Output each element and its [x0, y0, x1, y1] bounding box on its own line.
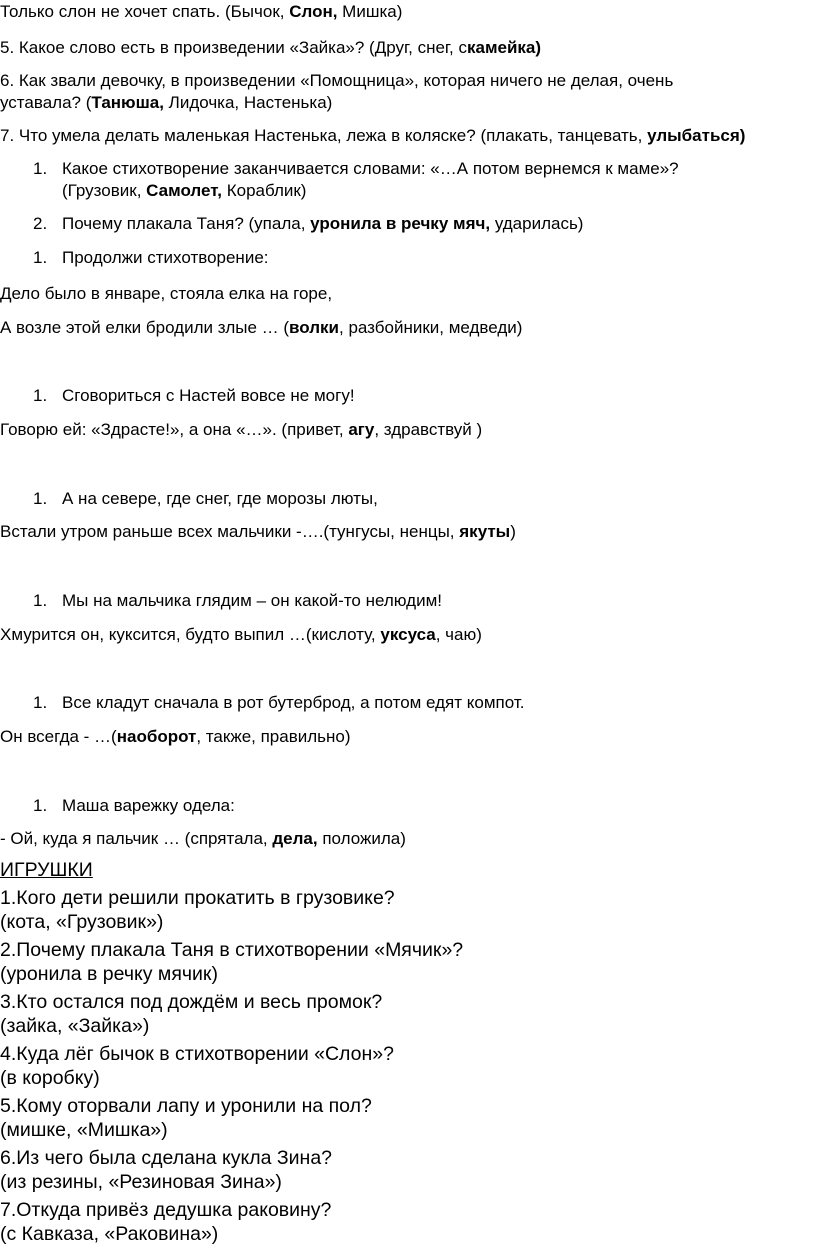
- toy-quiz-line: [0, 1118, 168, 1142]
- text-segment: Говорю ей: «Здрасте!», а она «…». (привет,: [0, 420, 349, 439]
- text-line: [62, 386, 355, 406]
- text-line: [62, 796, 235, 816]
- list-number: 1.: [33, 489, 48, 508]
- text-segment: 5.Кому оторвали лапу и уронили на пол?: [0, 1095, 372, 1117]
- bold-answer: якуты: [459, 522, 511, 541]
- bold-answer: камейка): [466, 38, 542, 57]
- bold-answer: уронила в речку мяч,: [310, 214, 491, 233]
- text-line: [0, 420, 482, 440]
- toy-quiz-line: [0, 938, 463, 962]
- text-segment: Только слон не хочет спать. (Бычок,: [0, 2, 290, 21]
- text-line: [62, 181, 306, 201]
- toy-quiz-line: [0, 886, 395, 910]
- text-segment: (мишке, «Мишка»): [0, 1119, 168, 1141]
- toy-quiz-line: [0, 990, 382, 1014]
- toy-quiz-line: [0, 962, 218, 986]
- text-segment: Лидочка, Настенька): [163, 93, 333, 112]
- text-segment: ударилась): [490, 214, 584, 233]
- text-segment: (в коробку): [0, 1067, 100, 1089]
- text-line: [62, 489, 378, 509]
- text-segment: Хмурится он, куксится, будто выпил …(кислоту,: [0, 625, 381, 644]
- text-segment: Мы на мальчика глядим – он какой-то нелюдим!: [62, 591, 442, 610]
- text-segment: 4.Куда лёг бычок в стихотворении «Слон»?: [0, 1043, 394, 1065]
- text-segment: (из резины, «Резиновая Зина»): [0, 1171, 282, 1193]
- text-segment: 2.Почему плакала Таня в стихотворении «Мячик»?: [0, 939, 464, 961]
- text-segment: (с Кавказа, «Раковина»): [0, 1223, 219, 1245]
- toy-quiz-line: [0, 1170, 282, 1194]
- toy-quiz-line: [0, 1198, 331, 1222]
- bold-answer: волки: [289, 318, 339, 337]
- list-number: 1.: [33, 386, 48, 405]
- text-segment: Встали утром раньше всех мальчики -….(тунгусы, ненцы,: [0, 522, 460, 541]
- toy-quiz-line: [0, 858, 93, 882]
- list-number: 1.: [33, 796, 48, 815]
- text-segment: Все кладут сначала в рот бутерброд, а потом едят компот.: [62, 693, 525, 712]
- text-segment: Какое стихотворение заканчивается словами: «…А потом вернемся к маме»?: [62, 159, 679, 178]
- text-segment: (уронила в речку мячик): [0, 963, 218, 985]
- text-line: [62, 214, 583, 234]
- list-number: 1.: [33, 159, 48, 178]
- text-segment: (кота, «Грузовик»): [0, 911, 164, 933]
- bold-answer: Самолет,: [146, 181, 222, 200]
- bold-answer: дела,: [272, 829, 318, 848]
- text-segment: Сговориться с Настей вовсе не могу!: [62, 386, 355, 405]
- bold-answer: агу: [348, 420, 375, 439]
- text-segment: , здравствуй ): [374, 420, 483, 439]
- text-segment: 1.Кого дети решили прокатить в грузовике?: [0, 887, 395, 909]
- toy-quiz-line: [0, 910, 163, 934]
- text-segment: Он всегда - …(: [0, 727, 117, 746]
- text-segment: 3.Кто остался под дождём и весь промок?: [0, 991, 383, 1013]
- section-heading: ИГРУШКИ: [0, 859, 93, 881]
- text-segment: 6. Как звали девочку, в произведении «Помощница», которая ничего не делая, очень: [0, 71, 674, 90]
- bold-answer: улыбаться): [647, 126, 746, 145]
- text-line: [62, 159, 679, 179]
- text-line: [0, 284, 332, 304]
- text-line: [0, 318, 522, 338]
- text-segment: А на севере, где снег, где морозы люты,: [62, 489, 378, 508]
- text-line: [0, 522, 516, 542]
- text-line: [0, 727, 351, 747]
- text-segment: Кораблик): [221, 181, 307, 200]
- toy-quiz-line: [0, 1094, 372, 1118]
- text-line: [0, 2, 402, 22]
- toy-quiz-line: [0, 1042, 394, 1066]
- text-segment: Почему плакала Таня? (упала,: [62, 214, 311, 233]
- text-segment: уставала? (: [0, 93, 92, 112]
- text-segment: ): [510, 522, 516, 541]
- toy-quiz-line: [0, 1066, 100, 1090]
- text-segment: 7. Что умела делать маленькая Настенька, лежа в коляске? (плакать, танцевать,: [0, 126, 648, 145]
- text-segment: , чаю): [435, 625, 482, 644]
- text-segment: Дело было в январе, стояла елка на горе,: [0, 284, 333, 303]
- toy-quiz-line: [0, 1146, 332, 1170]
- text-line: [62, 591, 442, 611]
- text-segment: (зайка, «Зайка»): [0, 1015, 150, 1037]
- text-segment: Мишка): [337, 2, 403, 21]
- text-segment: А возле этой елки бродили злые … (: [0, 318, 290, 337]
- text-segment: (Грузовик,: [62, 181, 147, 200]
- toy-quiz-line: [0, 1014, 149, 1038]
- list-number: 1.: [33, 248, 48, 267]
- text-segment: , также, правильно): [196, 727, 351, 746]
- text-line: [0, 829, 406, 849]
- list-number: 2.: [33, 214, 48, 233]
- list-number: 1.: [33, 693, 48, 712]
- text-line: [0, 38, 541, 58]
- text-line: [0, 71, 673, 91]
- text-line: [0, 93, 332, 113]
- text-line: [62, 248, 269, 268]
- text-segment: Продолжи стихотворение:: [62, 248, 269, 267]
- bold-answer: Танюша,: [91, 93, 164, 112]
- list-number: 1.: [33, 591, 48, 610]
- text-line: [0, 126, 745, 146]
- text-line: [62, 693, 524, 713]
- text-segment: 7.Откуда привёз дедушка раковину?: [0, 1199, 332, 1221]
- text-segment: Маша варежку одела:: [62, 796, 235, 815]
- bold-answer: наоборот: [116, 727, 197, 746]
- bold-answer: Слон,: [289, 2, 338, 21]
- text-segment: - Ой, куда я пальчик … (спрятала,: [0, 829, 273, 848]
- toy-quiz-line: [0, 1222, 218, 1246]
- text-segment: 6.Из чего была сделана кукла Зина?: [0, 1147, 333, 1169]
- text-segment: , разбойники, медведи): [339, 318, 523, 337]
- text-segment: положила): [317, 829, 406, 848]
- text-segment: 5. Какое слово есть в произведении «Зайка»? (Друг, снег, с: [0, 38, 467, 57]
- text-line: [0, 625, 482, 645]
- bold-answer: уксуса: [380, 625, 436, 644]
